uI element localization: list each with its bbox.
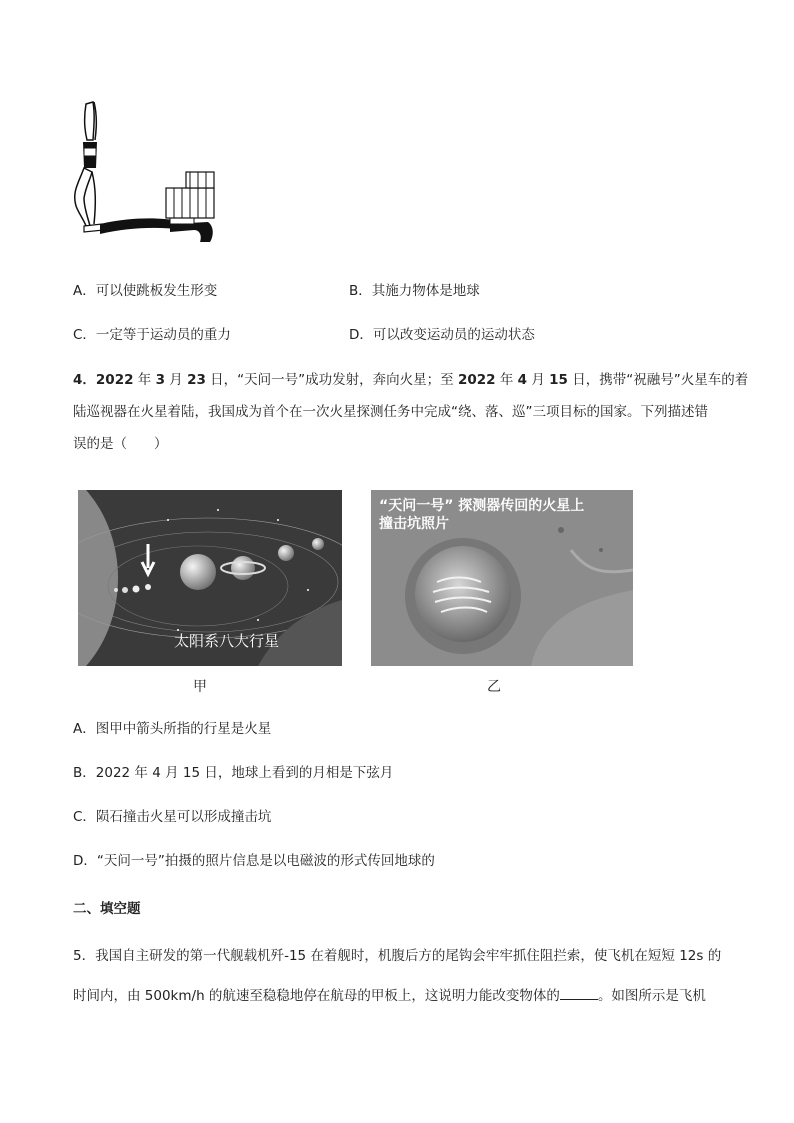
planet-jupiter [180,554,216,590]
caption-yi: 乙 [487,679,501,695]
planet-uranus [278,545,294,561]
q3-option-b: B．其施力物体是地球 [349,283,480,299]
q4-stem-line-3: 误的是（ ） [73,436,168,452]
solar-system-photo [78,490,342,666]
q5-line-1: 5．我国自主研发的第一代舰载机歼-15 在着舰时，机腹后方的尾钩会牢牢抓住阻拦索，使飞机在短短 12s 的 [73,948,722,964]
q4-stem-line-1: 4．2022 年 3 月 23 日，“天问一号”成功发射，奔向火星；至 2022 年 4 月 15 日，携带“祝融号”火星车的着 [73,372,749,388]
solar-system-label: 太阳系八大行星 [174,632,280,650]
planet-mercury [114,588,118,592]
planet-mars [145,584,151,590]
crater [415,546,511,642]
q4-option-b: B．2022 年 4 月 15 日，地球上看到的月相是下弦月 [73,765,394,781]
planet-saturn [231,556,255,580]
q4-option-a: A．图甲中箭头所指的行星是火星 [73,721,272,737]
section-fill-in-blank: 二、填空题 [73,901,141,917]
q5-answer-blank[interactable] [560,985,598,1000]
caption-jia: 甲 [193,679,207,695]
planet-earth [133,586,140,593]
mars-crater-photo [371,490,633,666]
q4-stem-line-2: 陆巡视器在火星着陆，我国成为首个在一次火星探测任务中完成“绕、落、巡”三项目标的国家。下列描述错 [73,404,708,420]
q4-option-d: D．“天问一号”拍摄的照片信息是以电磁波的形式传回地球的 [73,853,435,869]
q3-option-a: A．可以使跳板发生形变 [73,283,218,299]
springboard-diver-figure [66,96,222,242]
q5-line-2: 时间内，由 500km/h 的航速至稳稳地停在航母的甲板上，这说明力能改变物体的 。如图所示是飞机 [73,985,706,1005]
crater-label-line-2: 撞击坑照片 [379,516,449,532]
q4-option-c: C．陨石撞击火星可以形成撞击坑 [73,809,272,825]
mars-crater-svg [371,490,633,666]
solar-system-svg [78,490,342,666]
q3-option-c: C．一定等于运动员的重力 [73,327,231,343]
planet-neptune [312,538,324,550]
crater-label-line-1: “天问一号” 探测器传回的火星上 [379,498,585,514]
q3-option-d: D．可以改变运动员的运动状态 [349,327,535,343]
planet-venus [122,587,128,593]
